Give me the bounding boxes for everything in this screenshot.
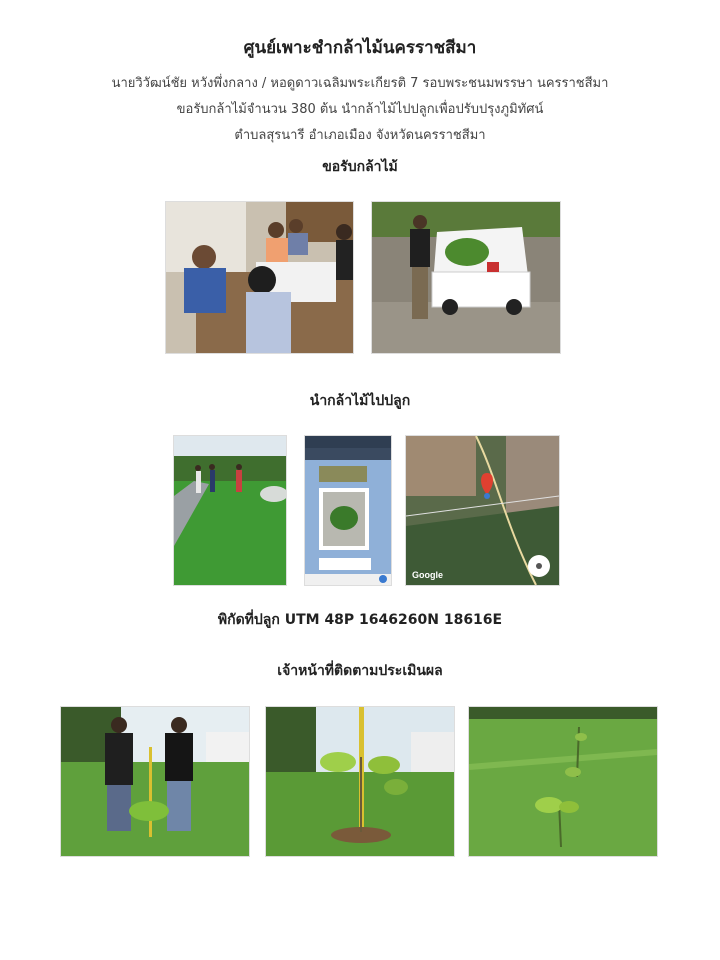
info-line-2: ขอรับกล้าไม้จำนวน 380 ต้น นำกล้าไม้ไปปลูกเพื่อปรับปรุงภูมิทัศน์ xyxy=(176,102,544,117)
photo-chat-screenshot xyxy=(304,435,392,586)
photo-car-seedlings xyxy=(371,201,561,354)
photo-seedling-measure xyxy=(265,706,455,857)
photo-office-meeting xyxy=(165,201,354,354)
photo-officers-seedling xyxy=(60,706,250,857)
map-location xyxy=(405,435,560,586)
document-title: ศูนย์เพาะชำกล้าไม้นครราชสีมา xyxy=(243,38,477,58)
photo-planted-row xyxy=(468,706,658,857)
section-heading-officer: เจ้าหน้าที่ติดตามประเมินผล xyxy=(277,663,443,679)
info-line-1: นายวิวัฒน์ชัย หวังพึ่งกลาง / หอดูดาวเฉลิมพระเกียรติ 7 รอบพระชนมพรรษา นครราชสีมา xyxy=(111,76,609,91)
map-attribution: Google xyxy=(412,570,443,580)
section-heading-plant: นำกล้าไม้ไปปลูก xyxy=(309,393,411,409)
coordinates-text: พิกัดที่ปลูก UTM 48P 1646260N 18616E xyxy=(217,612,503,628)
section-heading-receive: ขอรับกล้าไม้ xyxy=(322,159,398,175)
info-line-3: ตำบลสุรนารี อำเภอเมือง จังหวัดนครราชสีมา xyxy=(234,128,486,143)
photo-lawn-walk xyxy=(173,435,287,586)
